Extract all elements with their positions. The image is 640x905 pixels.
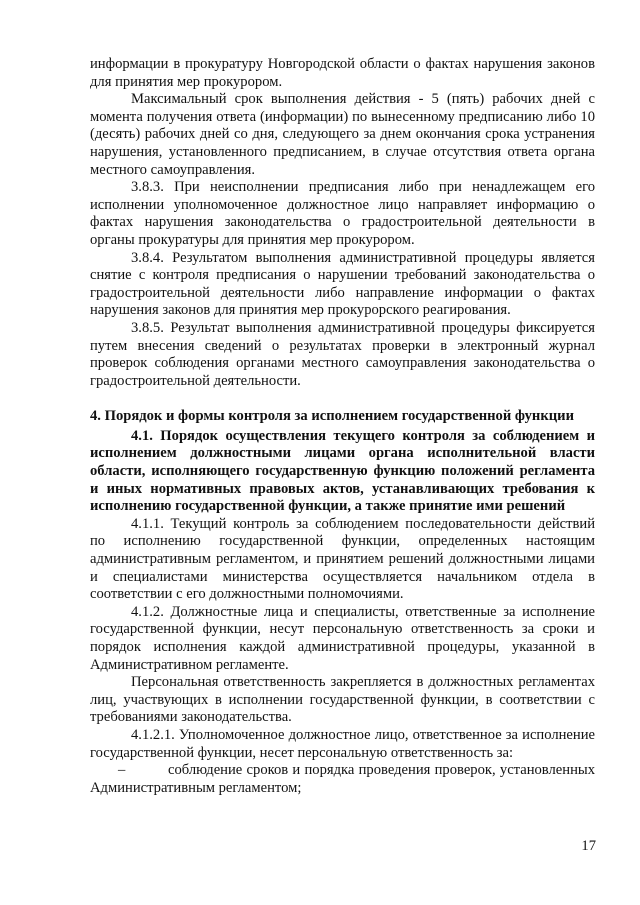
list-item-text: соблюдение сроков и порядка проведения проверок, установленных Административным регламентом; bbox=[90, 762, 595, 796]
paragraph-3-8-3: 3.8.3. При неисполнении предписания либо при ненадлежащем его исполнении уполномоченное должностное лицо направляет информацию о фактах нарушения законодательства о градостроительной деятельности в органы прокуратуры для принятия мер прокурором. bbox=[90, 179, 595, 248]
paragraph-4-1-2: 4.1.2. Должностные лица и специалисты, ответственные за исполнение государственной функции, несут персональную ответственность за сроки и порядок исполнения каждой административной процедуры, указанной в Административном регламенте. bbox=[90, 603, 595, 673]
paragraph-4-1-1: 4.1.1. Текущий контроль за соблюдением последовательности действий по исполнению государственной функции, определенных настоящим административным регламентом, и принятием решений должностными лицами и специалистами министерства осуществляется начальником отдела в соответствии с его должностными полномочиями. bbox=[90, 515, 595, 603]
subsection-heading-4-1: 4.1. Порядок осуществления текущего контроля за соблюдением и исполнением должностными лицами органа исполнительной власти области, исполняющего государственную функцию положений регламента и иных нормативных правовых актов, устанавливающих требования к исполнению государственной функции, а также принятие ими решений bbox=[90, 427, 595, 515]
paragraph-prosecutor-info: информации в прокуратуру Новгородской области о фактах нарушения законов для принятия мер прокурором. bbox=[90, 56, 595, 90]
paragraph-3-8-4: 3.8.4. Результатом выполнения административной процедуры является снятие с контроля предписания о нарушении требований законодательства о градостроительной деятельности либо направление информации о фактах нарушения законов для принятия мер прокурорского реагирования. bbox=[90, 249, 595, 319]
page-number: 17 bbox=[581, 838, 596, 854]
paragraph-4-1-2-1: 4.1.2.1. Уполномоченное должностное лицо, ответственное за исполнение государственной функции, несет персональную ответственность за: bbox=[90, 726, 595, 761]
paragraph-max-term: Максимальный срок выполнения действия - 5 (пять) рабочих дней с момента получения ответа (информации) по вынесенному предписанию либо 10 (десять) рабочих дней со дня, следующего за днем окончания срока устранения нарушения, установленного предписанием, в случае отсутствия ответа органа местного самоуправления. bbox=[90, 91, 595, 178]
list-item-deadlines bbox=[90, 762, 595, 797]
list-dash: – bbox=[118, 762, 126, 779]
document-body bbox=[90, 56, 595, 797]
paragraph-3-8-5: 3.8.5. Результат выполнения административной процедуры фиксируется путем внесения сведений о результатах проверки в электронный журнал проверок соблюдения органами местного самоуправления законодательства о градостроительной деятельности. bbox=[90, 319, 595, 389]
paragraph-personal-responsibility: Персональная ответственность закрепляется в должностных регламентах лиц, участвующих в исполнении государственной функции, в соответствии с требованиями законодательства. bbox=[90, 674, 595, 726]
section-heading-4: 4. Порядок и формы контроля за исполнением государственной функции bbox=[90, 408, 574, 425]
